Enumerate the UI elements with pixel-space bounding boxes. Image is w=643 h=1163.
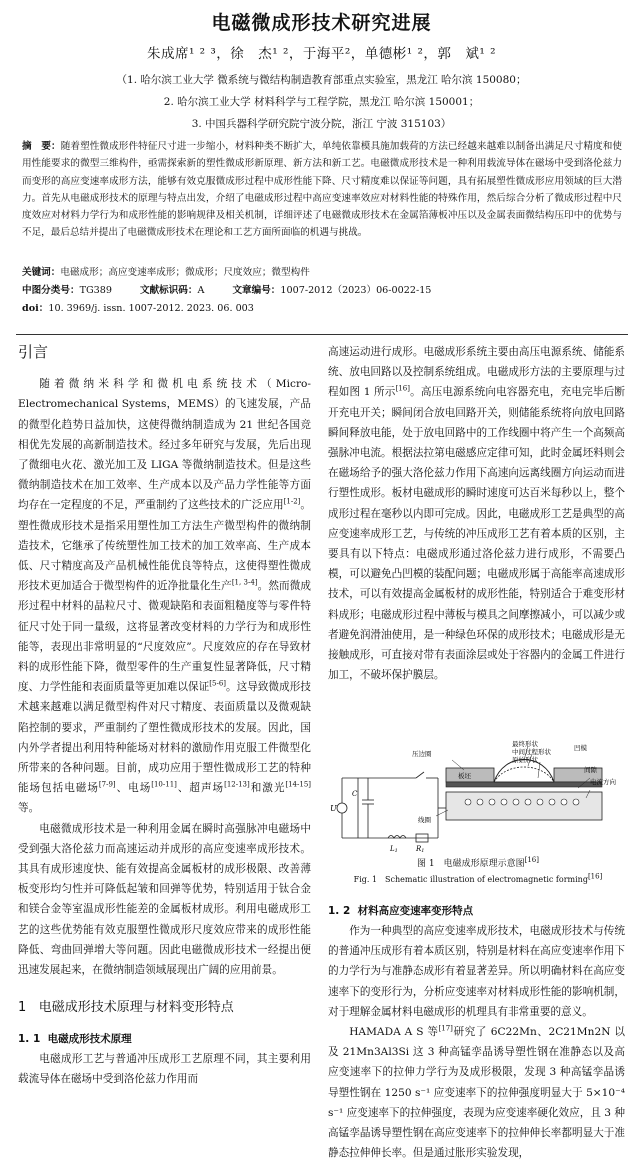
blank-label: 板坯 <box>458 772 471 780</box>
figure-caption-en: Fig. 1 Schematic illustration of electromagnetic forming[16] <box>353 872 603 884</box>
citation: [14-15] <box>285 780 312 789</box>
affiliation-2: 2. 哈尔滨工业大学 材料科学与工程学院，黑龙江 哈尔滨 150001； <box>163 96 480 108</box>
section-1-2-heading: 1. 2 材料高应变速率变形特点 <box>328 905 474 917</box>
citation: [7-9] <box>98 780 116 789</box>
gap-label: 间隙 <box>584 766 597 774</box>
citation: [5-6] <box>209 679 226 688</box>
right-column-top <box>328 342 625 685</box>
right-column-bottom <box>328 901 625 1163</box>
citation: [1, 3-4] <box>231 578 258 587</box>
doc-code-label: 文献标识码： <box>139 285 198 296</box>
citation: [17] <box>438 1024 453 1033</box>
resistance-label: R1 <box>416 845 425 853</box>
header-divider <box>16 334 628 335</box>
keywords-text: 电磁成形；高应变速率成形；微成形；尺度效应；微型构件 <box>60 267 310 278</box>
classification-line <box>22 282 622 299</box>
keywords-label: 关键词： <box>22 267 61 278</box>
intermediate-shape-label: 中间过程形状 <box>512 748 551 756</box>
clc-label: 中图分类号： <box>22 285 80 296</box>
die-label: 凹模 <box>574 744 587 752</box>
abstract <box>22 138 622 242</box>
capacitor-label: C <box>352 790 358 798</box>
paper-title: 电磁微成形技术研究进展 <box>211 12 432 34</box>
original-shape-label: 原始形状 <box>512 756 538 764</box>
doc-code-value: A <box>197 285 205 296</box>
citation: [12-13] <box>224 780 250 789</box>
final-shape-label: 最终形状 <box>512 740 538 748</box>
section-1-1-text: 电磁成形工艺与普通冲压成形工艺原理不同，其主要利用载流导体在磁场中受到洛伦兹力作用而 <box>18 1052 311 1085</box>
figure-caption-cn: 图 1 电磁成形原理示意图[16] <box>417 856 539 869</box>
coil-label: 线圈 <box>418 816 431 824</box>
blank-holder-label: 压边圈 <box>412 750 432 758</box>
intro-heading: 引言 <box>18 343 49 361</box>
intro-paragraph-1: 随着微纳米科学和微机电系统技术（Micro-Electromechanical Systems，MEMS）的飞速发展，产品的微型化趋势日益加快，这使得微纳制造成为 21 世纪各国竞相优先发展的高新制造技术。经过多年研究与发展，先后出现了微细电火花、激光加工及 LIGA 等微纳制造技术。但是这些微纳制造技术在加工效率、生产成本以及产品力学性能等方面均存在一定程度的不足，严重制约了这些技术的广泛应用[1-2]。塑性微成形技术是指采用塑性加工方法生产微型构件的微纳制造技术，它继承了传统塑性加工技术的加工效率高、生产成本低、尺寸精度高及产品机械性能优良等特点，这使得塑性微成形技术更加适合于微型构件的近净批量化生产[1, 3-4]。然而微成形过程中材料的晶粒尺寸、微观缺陷和表面粗糙度等与零件特征尺寸处于同一量级，这将显著改变材料的力学行为和成形性能等，表现出非常明显的“尺度效应”。尺度效应的存在导致材料的成形性能下降，微型零件的生产重复性显著降低，尺寸精度、力学性能和表面质量等更加难以保证[5-6]。这导致微成形技术越来越难以满足微型构件对尺寸精度、表面质量以及微观缺陷控制的要求，严重制约了塑性微成形技术的发展。因此，国内外学者提出利用特种能场对材料的激励作用克服工件微型化所带来的各种问题。目前，成功应用于塑性微成形工艺的特种能场包括电磁场[7-9]、电场[10-11]、超声场[12-13]和激光[14-15]等。 <box>18 378 312 815</box>
keywords <box>22 264 622 281</box>
current-direction-label: 电流方向 <box>590 778 616 786</box>
citation: [16] <box>395 384 410 393</box>
section-1-1-heading: 1. 1 电磁成形技术原理 <box>18 1032 132 1045</box>
section-1-2-paragraph-1: 作为一种典型的高应变速率成形技术，电磁成形技术与传统的普通冲压成形有着本质区别，特别是材料在高应变速率作用下的力学行为与准静态成形有着显著差异。所以明确材料在高应变速率下的变形行为，分析应变速率对材料成形性能的影响机制，对于理解金属材料电磁成形的机理具有非常重要的意义。 <box>328 925 625 1018</box>
intro-paragraph-2: 电磁微成形技术是一种利用金属在瞬时高强脉冲电磁场中受到强大洛伦兹力而高速运动并成形的高应变速率成形技术。其具有成形速度快、能有效提高金属板材的成形极限、改善薄板变形均匀性并可降低起皱和回弹等优势，特别适用于钛合金和镁合金等室温成形性能差的金属板材成形。利用电磁成形工艺的这些优势能有效克服塑性微成形尺度效应带来的成形性能降低、弯曲回弹增大等问题。因此电磁微成形技术一经提出便迅速发展起来，在微纳制造领域展现出广阔的应用前景。 <box>18 822 311 977</box>
article-number-value: 1007-2012（2023）06-0022-15 <box>280 285 432 296</box>
doi-value: 10. 3969/j. issn. 1007-2012. 2023. 06. 003 <box>48 303 254 314</box>
left-column <box>18 342 311 1089</box>
right-paragraph-1: 高速运动进行成形。电磁成形系统主要由高压电源系统、储能系统、放电回路以及控制系统组成。电磁成形方法的主要原理与过程如图 1 所示[16]。高压电源系统向电容器充电，充电完毕后断开充电开关；瞬间闭合放电回路开关，则储能系统将向放电回路瞬间释放电能，处于放电回路中的工作线圈中将产生一个高频高强脉冲电流。根据法拉第电磁感应定律可知，此时金属坯料则会在磁场给予的强大洛伦兹力作用下高速向远离线圈方向运动而进行塑性成形。板材电磁成形的瞬时速度可达百米每秒以上，整个成形过程在毫秒以内即可完成。因此，电磁成形工艺是典型的高应变速率成形工艺，与传统的冲压成形工艺有着本质的区别，主要具有以下特点：电磁成形通过洛伦兹力进行成形，不需要凸模，可以避免凸凹模的装配问题；电磁成形属于高能率高速成形技术，可以有效提高金属板材的成形性能，特别适合于难变形材料成形；电磁成形过程中薄板与模具之间摩擦减小，可以减少或者避免润滑油使用，是一种绿色环保的成形技术；电磁成形是无接触成形，可直接对带有表面涂层或处于容器内的金属工件进行加工，不破坏保护膜层。 <box>328 346 625 682</box>
doi-line <box>22 300 622 317</box>
citation: [10-11] <box>151 780 177 789</box>
section-1-heading: 1 电磁成形技术原理与材料变形特点 <box>18 1000 234 1016</box>
electromagnetic-forming-schematic <box>328 738 628 853</box>
abstract-label: 摘 要： <box>22 141 61 152</box>
affiliation-1: （1. 哈尔滨工业大学 微系统与微结构制造教育部重点实验室，黑龙江 哈尔滨 150080； <box>116 74 527 86</box>
affiliation-3: 3. 中国兵器科学研究院宁波分院，浙江 宁波 315103） <box>191 118 452 130</box>
article-number-label: 文章编号： <box>232 285 281 296</box>
doi-label: doi： <box>22 303 49 314</box>
clc-value: TG389 <box>79 285 112 296</box>
inductance-label: L1 <box>390 845 398 853</box>
citation: [1-2] <box>283 497 301 506</box>
author-list: 朱成席¹ ² ³，徐 杰¹ ²，于海平²，单德彬¹ ²，郭 斌¹ ² <box>146 46 497 62</box>
section-1-2-paragraph-2: HAMADA A S 等[17]研究了 6C22Mn、2C21Mn2N 以及 21Mn3Al3Si 这 3 种高锰孪晶诱导塑性钢在准静态以及高应变速率下的拉伸力学行为及成形极限，发现 3 种高锰孪晶诱导塑性钢在 1250 s⁻¹ 应变速率下的拉伸强度明显大于 5×10⁻⁴ s⁻¹ 应变速率下的拉伸强度，表现为应变速率硬化效应，且 3 种高锰孪晶诱导塑性钢在高应变速率下的拉伸伸长率都明显大于准静态拉伸伸长率。但是通过胀形实验发现， <box>328 1024 625 1160</box>
abstract-text: 随着塑性微成形件特征尺寸进一步缩小，材料种类不断扩大，单纯依靠模具施加载荷的方法已经越来越难以制备出满足尺寸精度和使用性能要求的微型三维构件，亟需探索新的塑性微成形新原理、新方法和新工艺。电磁微成形技术是一种利用载流导体在磁场中受到洛伦兹力而变形的高应变速率成形方法，能够有效克服微成形过程中成形性能下降、尺寸精度难以保证等问题，具有拓展塑性微成形应用领域的巨大潜力。首先从电磁成形技术的原理与特点出发，介绍了电磁成形过程中高应变速率效应对材料性能的特殊作用，然后综合分析了微成形过程中尺度效应对材料力学行为和成形性能的影响规律及相关机制，详细评述了电磁微成形技术在金属箔薄板冲压以及金属表面微结构压印中的优势与不足，最后总结并提出了电磁微成形技术在理论和工艺方面所面临的机遇与挑战。 <box>22 141 623 239</box>
voltage-label: U <box>330 804 337 813</box>
